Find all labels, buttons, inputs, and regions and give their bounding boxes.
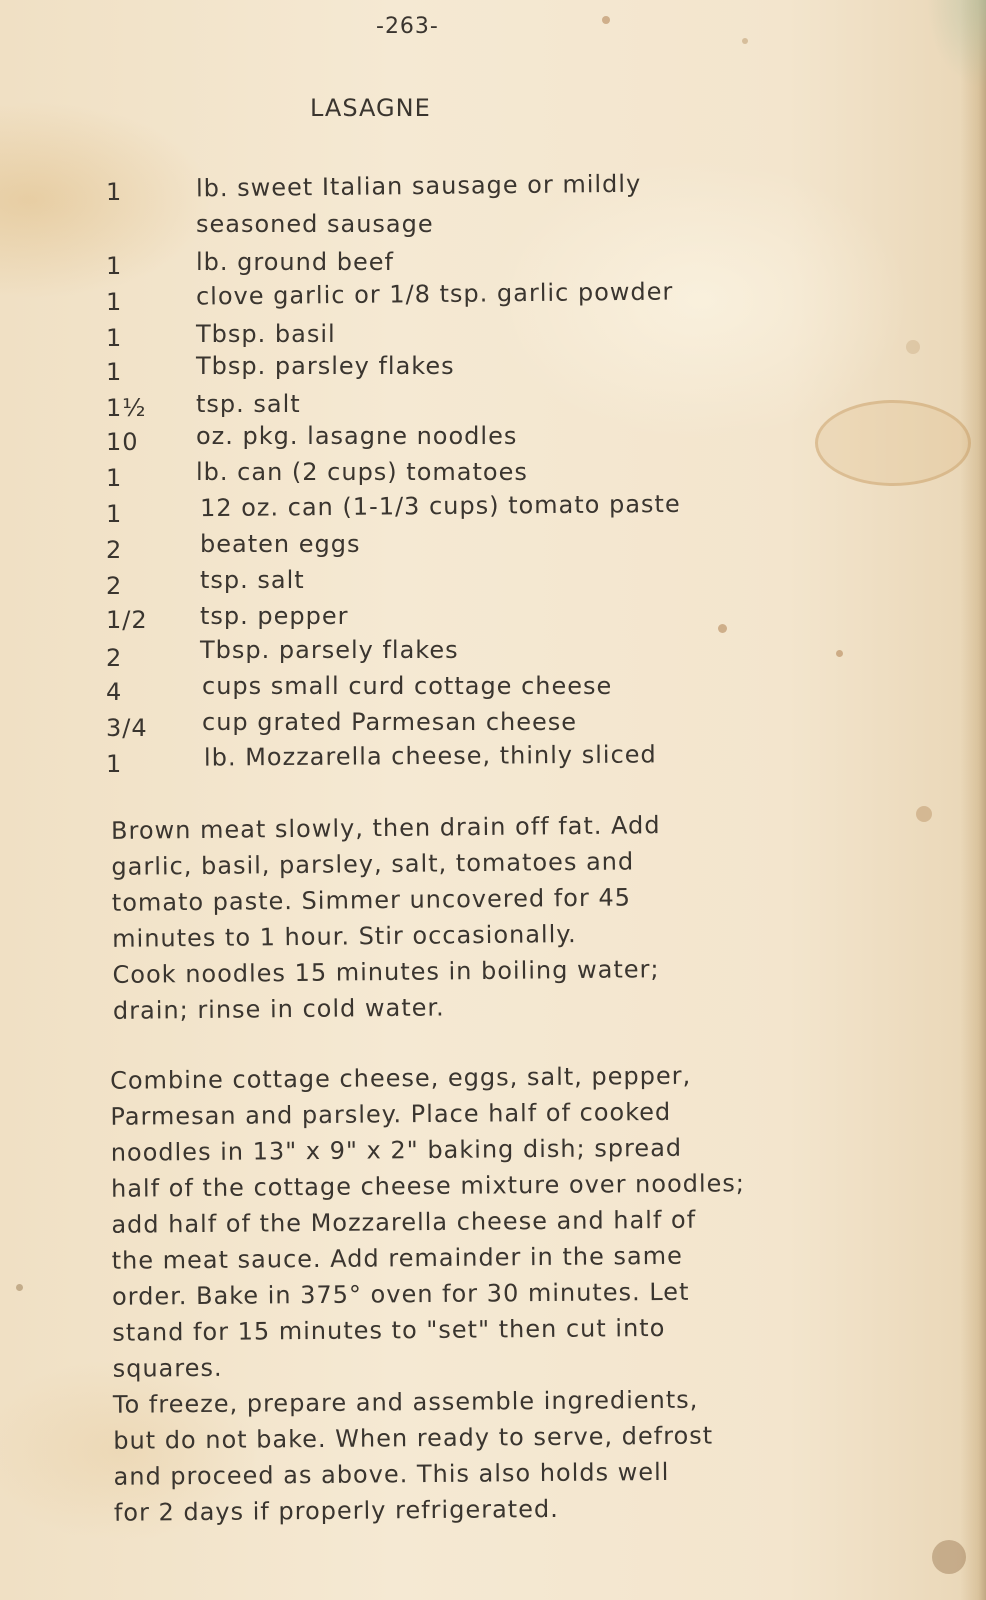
- instruction-line: noodles in 13" x 9" x 2" baking dish; spread: [110, 1133, 683, 1167]
- ingredient-quantity: 1: [106, 288, 123, 316]
- ingredient-quantity: 1: [106, 358, 123, 386]
- instruction-line: half of the cottage cheese mixture over noodles;: [110, 1169, 746, 1203]
- ingredient-quantity: 1: [106, 252, 123, 280]
- instruction-line: garlic, basil, parsley, salt, tomatoes and: [111, 847, 635, 881]
- ingredient-text: lb. ground beef: [196, 248, 394, 276]
- ingredient-quantity: 4: [106, 678, 123, 706]
- instruction-line: stand for 15 minutes to "set" then cut into: [112, 1313, 666, 1347]
- ingredient-quantity: 1/2: [106, 606, 148, 634]
- instruction-line: Combine cottage cheese, eggs, salt, pepper,: [110, 1061, 692, 1095]
- instruction-line: the meat sauce. Add remainder in the same: [111, 1241, 683, 1275]
- instruction-line: and proceed as above. This also holds well: [113, 1457, 670, 1491]
- stain-spot: [16, 1284, 23, 1291]
- ingredient-text: tsp. salt: [196, 390, 301, 418]
- ingredient-text: beaten eggs: [200, 530, 361, 558]
- ingredient-quantity: 1: [106, 324, 123, 352]
- ingredient-text: lb. sweet Italian sausage or mildly: [195, 169, 642, 203]
- ingredient-text: oz. pkg. lasagne noodles: [196, 422, 518, 450]
- instruction-line: tomato paste. Simmer uncovered for 45: [111, 883, 632, 917]
- ingredient-text: cup grated Parmesan cheese: [202, 708, 578, 736]
- recipe-title: LASAGNE: [310, 94, 431, 122]
- ingredient-text: Tbsp. parsley flakes: [196, 352, 455, 380]
- ingredient-text: lb. can (2 cups) tomatoes: [196, 458, 528, 486]
- instruction-line: add half of the Mozzarella cheese and half of: [111, 1205, 697, 1239]
- ingredient-text: cups small curd cottage cheese: [202, 672, 613, 700]
- stain-spot: [932, 1540, 966, 1574]
- ingredient-quantity: 2: [106, 536, 123, 564]
- ingredient-quantity: 1: [106, 464, 123, 492]
- ingredient-quantity: 10: [106, 428, 139, 456]
- ingredient-text: 12 oz. can (1-1/3 cups) tomato paste: [199, 489, 681, 523]
- instruction-line: minutes to 1 hour. Stir occasionally.: [112, 920, 577, 953]
- instruction-line: Cook noodles 15 minutes in boiling water;: [112, 955, 660, 989]
- ingredient-quantity: 1: [106, 178, 123, 206]
- instruction-line: order. Bake in 375° oven for 30 minutes. Let: [111, 1277, 690, 1311]
- instructions-paragraph-2: [110, 1057, 748, 1531]
- instruction-line: To freeze, prepare and assemble ingredients,: [112, 1385, 699, 1419]
- ingredient-text: tsp. pepper: [200, 602, 349, 630]
- ingredient-text: lb. Mozzarella cheese, thinly sliced: [203, 740, 657, 772]
- ingredient-text: clove garlic or 1/8 tsp. garlic powder: [195, 277, 674, 311]
- instruction-line: for 2 days if properly refrigerated.: [113, 1494, 559, 1527]
- instruction-line: Parmesan and parsley. Place half of cooked: [110, 1097, 672, 1131]
- ingredient-quantity: 1½: [106, 394, 147, 422]
- instructions-paragraph-1: [111, 807, 663, 1029]
- ingredient-quantity: 3/4: [106, 714, 148, 742]
- page-number: -263-: [376, 14, 439, 39]
- stain-spot: [916, 806, 932, 822]
- instruction-line: Brown meat slowly, then drain off fat. Add: [110, 811, 661, 845]
- ingredient-text: Tbsp. basil: [196, 320, 336, 348]
- ingredient-quantity: 1: [106, 500, 123, 528]
- ingredient-quantity: 2: [106, 572, 123, 600]
- ingredient-quantity: 2: [106, 644, 123, 672]
- instruction-line: drain; rinse in cold water.: [112, 993, 445, 1025]
- ingredient-text: Tbsp. parsely flakes: [200, 636, 459, 664]
- ingredient-text: seasoned sausage: [196, 210, 434, 238]
- instruction-line: but do not bake. When ready to serve, defrost: [113, 1421, 714, 1455]
- instruction-line: squares.: [112, 1353, 223, 1383]
- ingredient-quantity: 1: [106, 750, 123, 778]
- ingredient-text: tsp. salt: [200, 566, 305, 594]
